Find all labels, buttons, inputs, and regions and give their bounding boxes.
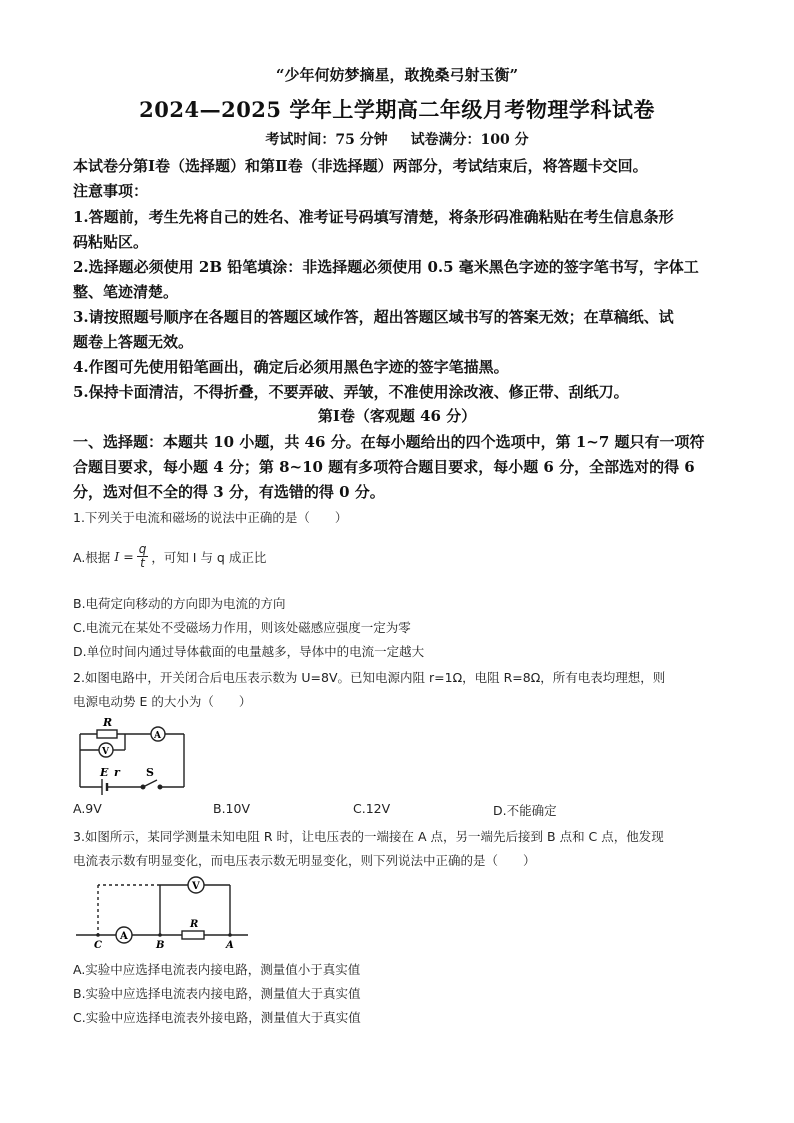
section-instructions-line: 分，选对但不全的得 3 分，有选错的得 0 分。 xyxy=(73,483,385,501)
q3-label-point-a: A xyxy=(226,940,234,951)
q2-circuit-diagram xyxy=(72,714,192,796)
q2-label-emf: E xyxy=(100,766,109,779)
q2-label-r-resistor: R xyxy=(103,716,113,729)
intro-line: 本试卷分第Ⅰ卷（选择题）和第Ⅱ卷（非选择题）两部分，考试结束后，将答题卡交回。 xyxy=(73,157,648,175)
q1-formula-lhs: I = xyxy=(114,549,134,564)
section-heading: 第Ⅰ卷（客观题 46 分） xyxy=(317,407,477,425)
q2-label-voltmeter: V xyxy=(102,747,109,757)
note-line: 2.选择题必须使用 2B 铅笔填涂：非选择题必须使用 0.5 毫米黑色字迹的签字笔书写，字体工 xyxy=(73,258,699,276)
q3-label-resistor: R xyxy=(190,919,199,930)
q2-switch xyxy=(143,780,157,787)
note-line: 题卷上答题无效。 xyxy=(73,333,194,351)
q1-stem: 1.下列关于电流和磁场的说法中正确的是（ ） xyxy=(73,510,348,525)
q2-label-internal-r: r xyxy=(114,766,120,779)
q2-stem-line: 2.如图电路中，开关闭合后电压表示数为 U=8V。已知电源内阻 r=1Ω，电阻 R=8Ω，所有电表均理想，则 xyxy=(73,670,666,685)
q1-option-a-prefix: A.根据 xyxy=(73,549,111,565)
exam-time: 考试时间：75 分钟 xyxy=(265,132,388,148)
note-line: 码粘贴区。 xyxy=(73,233,149,251)
note-line: 整、笔迹清楚。 xyxy=(73,283,179,301)
q3-label-point-c: C xyxy=(94,940,102,951)
section-instructions-line: 一、选择题：本题共 10 小题，共 46 分。在每小题给出的四个选项中，第 1~7 题只有一项符 xyxy=(73,433,705,451)
q2-label-switch: S xyxy=(146,766,154,779)
q2-option-b: B.10V xyxy=(213,801,251,816)
q1-option-b: B.电荷定向移动的方向即为电流的方向 xyxy=(73,596,286,611)
q2-label-ammeter: A xyxy=(154,731,161,741)
notes-title: 注意事项： xyxy=(73,182,149,200)
q1-option-c: C.电流元在某处不受磁场力作用，则该处磁感应强度一定为零 xyxy=(73,620,411,635)
q3-option-c: C.实验中应选择电流表外接电路，测量值大于真实值 xyxy=(73,1010,361,1025)
q1-formula-numerator: q xyxy=(138,542,147,556)
note-line: 5.保持卡面清洁，不得折叠，不要弄破、弄皱，不准使用涂改液、修正带、刮纸刀。 xyxy=(73,383,629,401)
q2-resistor xyxy=(97,730,117,738)
q3-option-b: B.实验中应选择电流表内接电路，测量值大于真实值 xyxy=(73,986,361,1001)
q3-label-point-b: B xyxy=(156,940,165,951)
q3-label-ammeter: A xyxy=(120,931,128,942)
note-line: 3.请按照题号顺序在各题目的答题区域作答，超出答题区域书写的答案无效；在草稿纸、试 xyxy=(73,308,674,326)
q3-circuit-diagram xyxy=(72,872,252,952)
q1-formula-denominator: t xyxy=(140,556,145,570)
q2-option-d: D.不能确定 xyxy=(493,803,557,818)
full-score: 试卷满分：100 分 xyxy=(410,132,529,148)
q3-label-voltmeter: V xyxy=(192,881,200,892)
q1-formula-fraction xyxy=(137,543,149,570)
motto: “少年何妨梦摘星，敢挽桑弓射玉衡” xyxy=(275,66,519,84)
q2-option-c: C.12V xyxy=(353,801,391,816)
q3-stem-line: 3.如图所示，某同学测量未知电阻 R 时，让电压表的一端接在 A 点，另一端先后接到 B 点和 C 点，他发现 xyxy=(73,829,664,844)
q3-option-a: A.实验中应选择电流表内接电路，测量值小于真实值 xyxy=(73,962,361,977)
q3-stem-line: 电流表示数有明显变化，而电压表示数无明显变化，则下列说法中正确的是（ ） xyxy=(73,853,536,868)
exam-meta xyxy=(0,129,794,149)
q1-option-d: D.单位时间内通过导体截面的电量越多，导体中的电流一定越大 xyxy=(73,644,425,659)
note-line: 1.答题前，考生先将自己的姓名、准考证号码填写清楚，将条形码准确粘贴在考生信息条形 xyxy=(73,208,674,226)
q1-option-a xyxy=(73,543,266,570)
section-instructions-line: 合题目要求，每小题 4 分；第 8~10 题有多项符合题目要求，每小题 6 分，全部选对的得 6 xyxy=(73,458,695,476)
note-line: 4.作图可先使用铅笔画出，确定后必须用黑色字迹的签字笔描黑。 xyxy=(73,358,509,376)
q2-stem-line: 电源电动势 E 的大小为（ ） xyxy=(73,694,252,709)
exam-title: 2024—2025 学年上学期高二年级月考物理学科试卷 xyxy=(139,97,655,122)
q1-option-a-suffix: ，可知 I 与 q 成正比 xyxy=(151,549,267,565)
q3-resistor xyxy=(182,931,204,939)
q2-option-a: A.9V xyxy=(73,801,102,816)
